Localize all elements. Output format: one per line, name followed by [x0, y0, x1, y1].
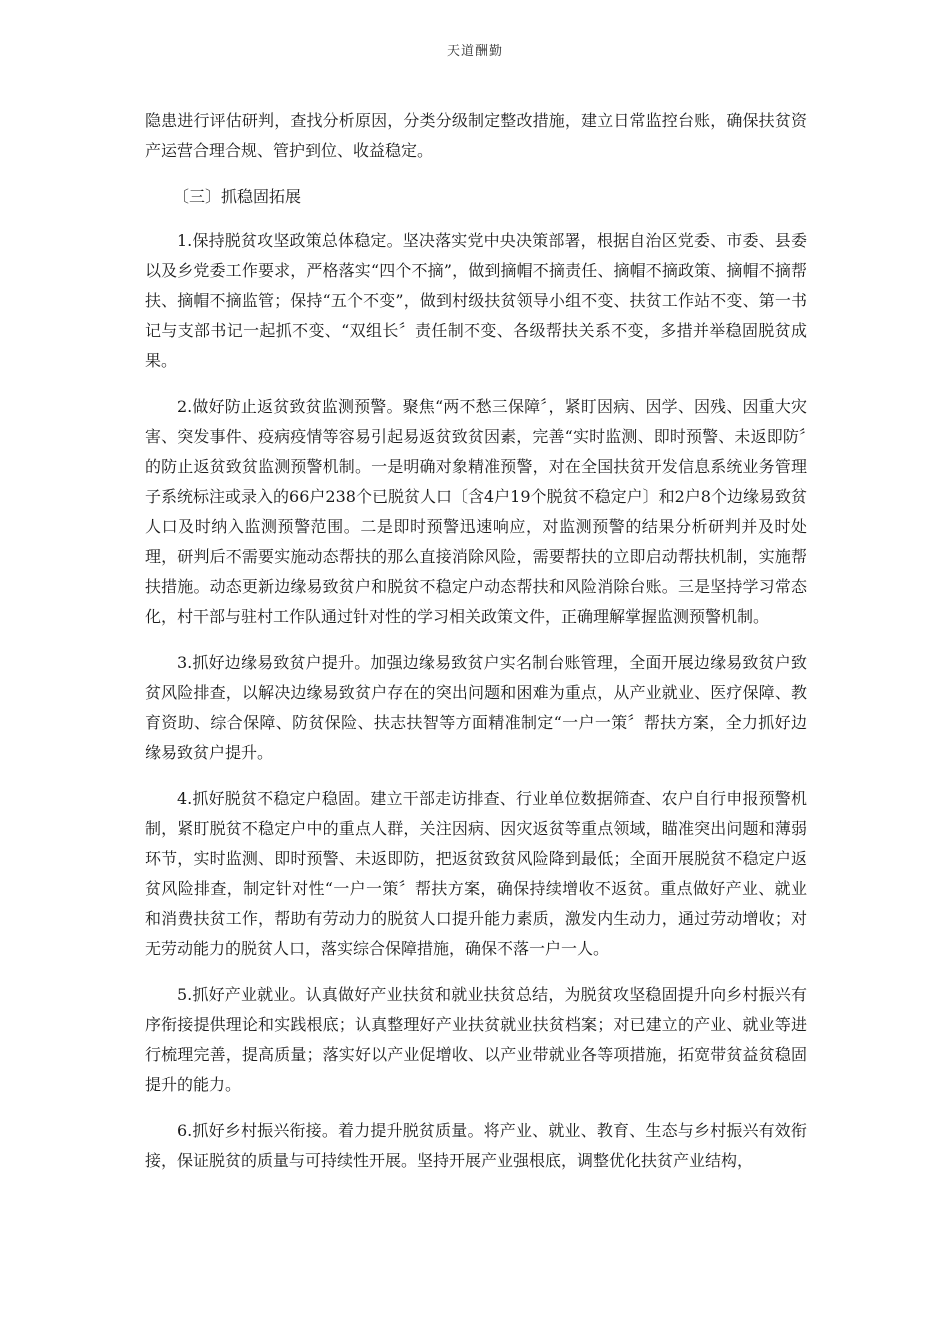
- continuation-paragraph: 隐患进行评估研判，查找分析原因，分类分级制定整改措施，建立日常监控台账，确保扶贫资产运营合理合规、管护到位、收益稳定。: [145, 111, 807, 160]
- paragraph-5: 5.抓好产业就业。认真做好产业扶贫和就业扶贫总结，为脱贫攻坚稳固提升向乡村振兴有序衔接提供理论和实践根底；认真整理好产业扶贫就业扶贫档案；对已建立的产业、就业等进行梳理完善，提高质量；落实好以产业促增收、以产业带就业各等项措施，拓宽带贫益贫稳固提升的能力。: [145, 985, 807, 1094]
- paragraph-4: 4.抓好脱贫不稳定户稳固。建立干部走访排查、行业单位数据筛查、农户自行申报预警机制，紧盯脱贫不稳定户中的重点人群，关注因病、因灾返贫等重点领域，瞄准突出问题和薄弱环节，实时监测、即时预警、未返即防，把返贫致贫风险降到最低；全面开展脱贫不稳定户返贫风险排查，制定针对性“一户一策〞帮扶方案，确保持续增收不返贫。重点做好产业、就业和消费扶贫工作，帮助有劳动力的脱贫人口提升能力素质，激发内生动力，通过劳动增收；对无劳动能力的脱贫人口，落实综合保障措施，确保不落一户一人。: [145, 789, 807, 958]
- paragraph-1: 1.保持脱贫攻坚政策总体稳定。坚决落实党中央决策部署，根据自治区党委、市委、县委以及乡党委工作要求，严格落实“四个不摘”，做到摘帽不摘责任、摘帽不摘政策、摘帽不摘帮扶、摘帽不摘监管；保持“五个不变”，做到村级扶贫领导小组不变、扶贫工作站不变、第一书记与支部书记一起抓不变、“双组长〞责任制不变、各级帮扶关系不变，多措并举稳固脱贫成果。: [145, 231, 807, 370]
- section-heading: 〔三〕抓稳固拓展: [173, 187, 302, 206]
- document-body: [145, 106, 807, 1192]
- page-header: 天道酬勤: [446, 44, 503, 59]
- paragraph-6: 6.抓好乡村振兴衔接。着力提升脱贫质量。将产业、就业、教育、生态与乡村振兴有效衔接，保证脱贫的质量与可持续性开展。坚持开展产业强根底，调整优化扶贫产业结构，: [145, 1121, 807, 1170]
- paragraph-2: 2.做好防止返贫致贫监测预警。聚焦“两不愁三保障〞，紧盯因病、因学、因残、因重大灾害、突发事件、疫病疫情等容易引起易返贫致贫因素，完善“实时监测、即时预警、未返即防〞的防止返贫致贫监测预警机制。一是明确对象精准预警，对在全国扶贫开发信息系统业务管理子系统标注或录入的66户238个已脱贫人口〔含4户19个脱贫不稳定户〕和2户8个边缘易致贫人口及时纳入监测预警范围。二是即时预警迅速响应，对监测预警的结果分析研判并及时处理，研判后不需要实施动态帮扶的那么直接消除风险，需要帮扶的立即启动帮扶机制，实施帮扶措施。动态更新边缘易致贫户和脱贫不稳定户动态帮扶和风险消除台账。三是坚持学习常态化，村干部与驻村工作队通过针对性的学习相关政策文件，正确理解掌握监测预警机制。: [145, 397, 807, 626]
- paragraph-3: 3.抓好边缘易致贫户提升。加强边缘易致贫户实名制台账管理，全面开展边缘易致贫户致贫风险排查，以解决边缘易致贫户存在的突出问题和困难为重点，从产业就业、医疗保障、教育资助、综合保障、防贫保险、扶志扶智等方面精准制定“一户一策〞帮扶方案，全力抓好边缘易致贫户提升。: [145, 653, 807, 762]
